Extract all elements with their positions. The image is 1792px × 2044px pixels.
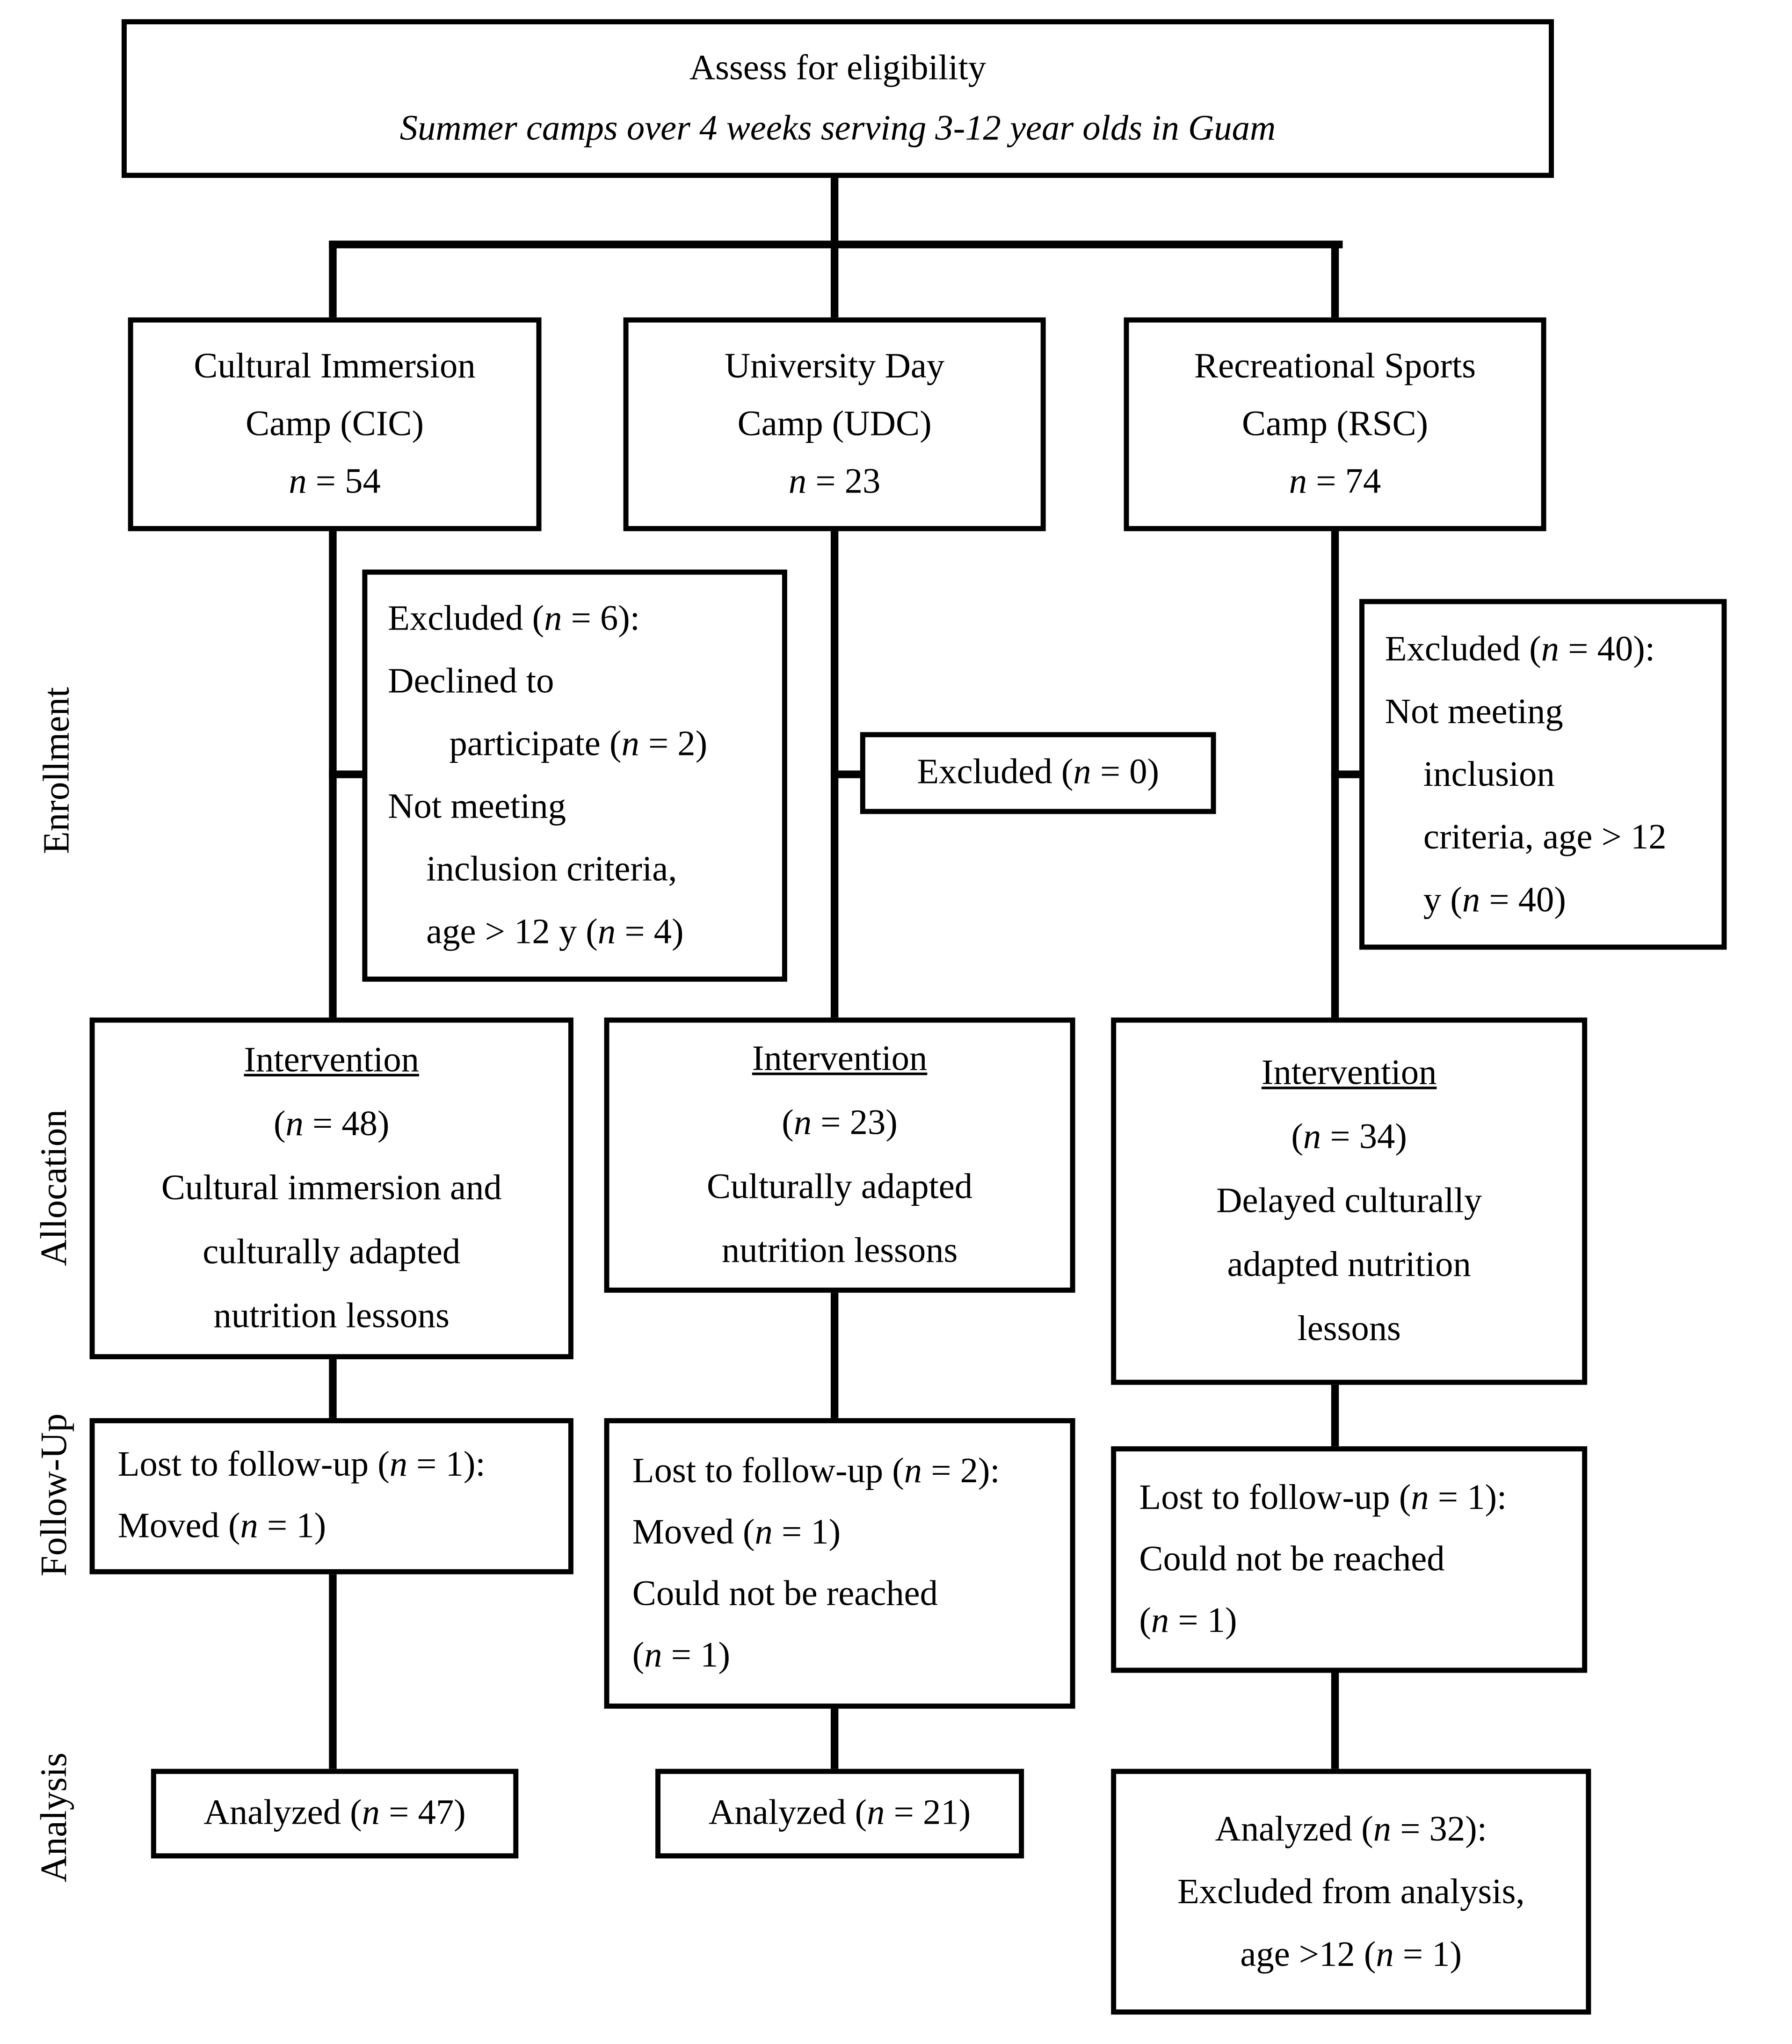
cic-excluded-line: participate (n = 2)	[449, 724, 708, 764]
udc-followup-line: (n = 1)	[632, 1635, 730, 1675]
cic-followup-line: Moved (n = 1)	[117, 1506, 326, 1546]
udc-intervention-line: Culturally adapted	[707, 1167, 973, 1207]
udc-analysis-line: Analyzed (n = 21)	[708, 1793, 971, 1833]
udc-intervention-heading: Intervention	[752, 1038, 928, 1079]
rsc-intervention-count: (n = 34)	[1291, 1116, 1407, 1157]
rsc-excluded-box	[1359, 599, 1727, 950]
udc-excluded-box	[860, 732, 1216, 814]
rsc-camp-box	[1124, 318, 1546, 531]
udc-intervention-line: nutrition lessons	[721, 1231, 958, 1270]
rsc-intervention-line: lessons	[1297, 1308, 1401, 1348]
cic-intervention-count: (n = 48)	[273, 1104, 390, 1144]
connector-cic-drop-4	[329, 1572, 336, 1769]
connector-top-stem	[831, 175, 838, 245]
udc-camp-box	[624, 318, 1046, 531]
rsc-analysis-box	[1111, 1769, 1591, 2015]
cic-camp-line: Camp (CIC)	[246, 404, 424, 444]
rsc-followup-line: Could not be reached	[1139, 1539, 1445, 1579]
rsc-excluded-line: Excluded (n = 40):	[1385, 629, 1655, 669]
connector-cic-excluded-stub	[329, 770, 365, 778]
udc-excluded-line: Excluded (n = 0)	[917, 753, 1160, 792]
cic-intervention-line: Cultural immersion and	[161, 1167, 502, 1208]
stage-label-analysis: Analysis	[34, 1752, 75, 1883]
cic-analysis-box	[151, 1769, 518, 1859]
udc-camp-line: Camp (UDC)	[737, 404, 932, 444]
rsc-analysis-line: Excluded from analysis,	[1177, 1871, 1525, 1912]
udc-analysis-box	[655, 1769, 1024, 1859]
cic-excluded-line: age > 12 y (n = 4)	[426, 913, 684, 952]
connector-udc-drop-4	[831, 1706, 838, 1769]
rsc-excluded-line: Not meeting	[1385, 692, 1563, 732]
rsc-analysis-line: age >12 (n = 1)	[1240, 1935, 1462, 1974]
udc-followup-line: Lost to follow-up (n = 2):	[632, 1450, 1000, 1491]
cic-intervention-line: culturally adapted	[203, 1232, 461, 1272]
stage-label-followup: Follow-Up	[34, 1413, 75, 1577]
connector-udc-drop-1	[831, 240, 838, 317]
cic-excluded-box	[362, 570, 787, 982]
rsc-intervention-line: Delayed culturally	[1216, 1181, 1482, 1221]
rsc-excluded-line: criteria, age > 12	[1423, 817, 1667, 857]
cic-followup-box	[90, 1418, 573, 1574]
connector-rsc-drop-3	[1331, 1382, 1339, 1446]
rsc-intervention-line: adapted nutrition	[1227, 1245, 1471, 1284]
cic-camp-count: n = 54	[289, 462, 381, 502]
udc-followup-line: Moved (n = 1)	[632, 1512, 841, 1552]
connector-rsc-excluded-stub	[1331, 770, 1362, 778]
udc-intervention-box	[604, 1017, 1075, 1292]
rsc-camp-line: Recreational Sports	[1194, 347, 1476, 387]
eligibility-title: Assess for eligibility	[689, 48, 987, 88]
cic-excluded-line: inclusion criteria,	[426, 849, 677, 890]
connector-cic-drop-1	[329, 240, 336, 317]
udc-camp-count: n = 23	[788, 462, 881, 502]
cic-intervention-box	[90, 1017, 573, 1359]
cic-excluded-line: Excluded (n = 6):	[388, 599, 640, 639]
connector-udc-excluded-stub	[831, 770, 863, 778]
rsc-followup-line: (n = 1)	[1139, 1600, 1237, 1640]
rsc-camp-line: Camp (RSC)	[1242, 404, 1429, 444]
cic-excluded-line: Declined to	[388, 661, 554, 702]
connector-rsc-drop-4	[1331, 1670, 1339, 1769]
rsc-intervention-heading: Intervention	[1261, 1052, 1437, 1093]
cic-camp-box	[128, 318, 542, 531]
rsc-excluded-line: inclusion	[1423, 754, 1555, 794]
cic-intervention-heading: Intervention	[244, 1040, 419, 1080]
udc-camp-line: University Day	[724, 347, 945, 387]
cic-followup-line: Lost to follow-up (n = 1):	[117, 1445, 486, 1485]
rsc-followup-line: Lost to follow-up (n = 1):	[1139, 1478, 1507, 1518]
stage-label-enrollment: Enrollment	[36, 687, 78, 854]
rsc-intervention-box	[1111, 1017, 1587, 1384]
rsc-followup-box	[1111, 1446, 1587, 1673]
udc-followup-box	[604, 1418, 1075, 1709]
cic-excluded-line: Not meeting	[388, 787, 566, 827]
connector-udc-drop-3	[831, 1290, 838, 1418]
connector-rsc-drop-1	[1331, 240, 1339, 317]
cic-analysis-line: Analyzed (n = 47)	[203, 1793, 466, 1833]
connector-cic-drop-3	[329, 1357, 336, 1418]
rsc-camp-count: n = 74	[1289, 462, 1381, 502]
stage-label-allocation: Allocation	[34, 1109, 75, 1266]
udc-intervention-count: (n = 23)	[782, 1102, 898, 1143]
eligibility-box	[122, 19, 1554, 178]
cic-camp-line: Cultural Immersion	[194, 347, 476, 387]
rsc-analysis-line: Analyzed (n = 32):	[1215, 1809, 1487, 1849]
rsc-excluded-line: y (n = 40)	[1423, 880, 1566, 920]
eligibility-subtitle: Summer camps over 4 weeks serving 3-12 year olds in Guam	[399, 109, 1276, 149]
udc-followup-line: Could not be reached	[632, 1573, 938, 1614]
cic-intervention-line: nutrition lessons	[213, 1296, 450, 1336]
